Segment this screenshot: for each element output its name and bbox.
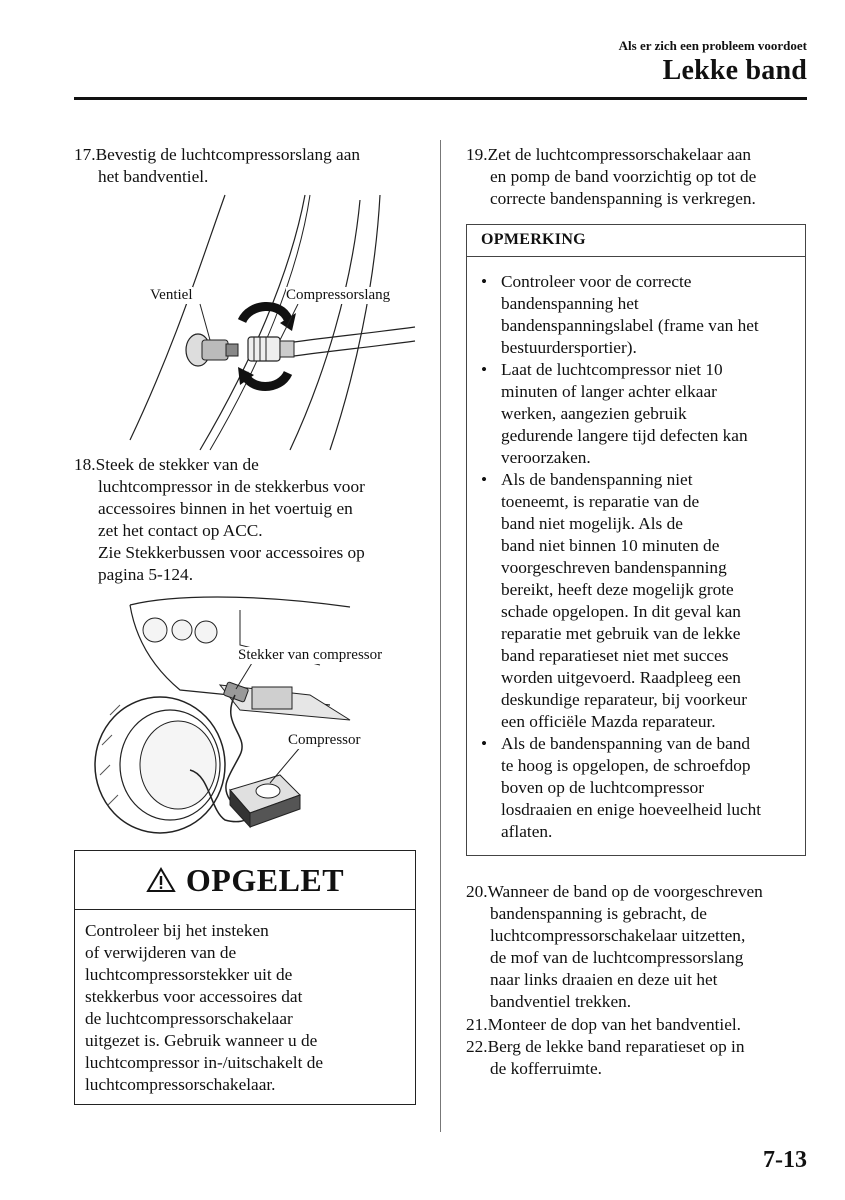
hose-label: Compressorslang — [286, 287, 391, 303]
step-17 — [74, 144, 414, 188]
note-line: worden uitgevoerd. Raadpleeg een — [501, 668, 741, 687]
caution-box — [74, 850, 416, 1105]
step-18 — [74, 454, 419, 586]
note-line: band niet binnen 10 minuten de — [501, 536, 720, 555]
step-text-line: Zet de luchtcompressorschakelaar aan — [487, 145, 752, 164]
note-line: aflaten. — [501, 822, 553, 841]
note-line: losdraaien en enige hoeveelheid lucht — [501, 800, 762, 819]
step-text-line: het bandventiel. — [98, 167, 209, 186]
step-text-line: Steek de stekker van de — [95, 455, 259, 474]
note-list — [467, 271, 805, 843]
step-20 — [466, 881, 811, 1013]
header-rule — [74, 97, 807, 100]
step-number: 22. — [466, 1037, 488, 1056]
note-line: boven op de luchtcompressor — [501, 778, 705, 797]
caution-header — [75, 851, 415, 910]
caution-line: luchtcompressorschakelaar. — [85, 1075, 276, 1094]
step-text-line: luchtcompressor in de stekkerbus voor — [98, 477, 365, 496]
column-divider — [440, 140, 441, 1132]
bullet-icon: • — [481, 272, 488, 291]
caution-line: de luchtcompressorschakelaar — [85, 1009, 293, 1028]
step-22 — [466, 1036, 811, 1080]
page-title: Lekke band — [662, 55, 807, 86]
caution-line: stekkerbus voor accessoires dat — [85, 987, 303, 1006]
note-line: band niet mogelijk. Als de — [501, 514, 683, 533]
compressor-label: Compressor — [288, 732, 361, 748]
valve-hose-drawing — [130, 195, 415, 450]
caution-line: luchtcompressorstekker uit de — [85, 965, 293, 984]
step-21 — [466, 1014, 811, 1036]
note-line: een officiële Mazda reparateur. — [501, 712, 716, 731]
caution-line: uitgezet is. Gebruik wanneer u de — [85, 1031, 318, 1050]
note-line: Als de bandenspanning niet — [501, 470, 693, 489]
note-line: toeneemt, is reparatie van de — [501, 492, 700, 511]
valve-hose-illustration — [130, 195, 415, 450]
step-text-line: Berg de lekke band reparatieset op in — [487, 1037, 745, 1056]
step-text-line: bandventiel trekken. — [490, 992, 632, 1011]
step-number: 18. — [74, 455, 96, 474]
caution-line: luchtcompressor in-/uitschakelt de — [85, 1053, 324, 1072]
note-line: bandenspanningslabel (frame van het — [501, 316, 759, 335]
step-text-line: Monteer de dop van het bandventiel. — [487, 1015, 741, 1034]
compressor-illustration — [90, 595, 410, 835]
step-text-line: zet het contact op ACC. — [98, 521, 263, 540]
note-line: deskundige reparateur, bij voorkeur — [501, 690, 747, 709]
step-number: 20. — [466, 882, 488, 901]
note-line: werken, aangezien gebruik — [501, 404, 687, 423]
note-line: bereikt, heeft deze mogelijk grote — [501, 580, 734, 599]
step-number: 21. — [466, 1015, 488, 1034]
step-text-line: luchtcompressorschakelaar uitzetten, — [490, 926, 746, 945]
step-text-line: Zie Stekkerbussen voor accessoires op — [98, 543, 365, 562]
step-text-line: accessoires binnen in het voertuig en — [98, 499, 353, 518]
note-line: veroorzaken. — [501, 448, 591, 467]
note-item — [479, 469, 797, 733]
valve-label: Ventiel — [150, 287, 193, 303]
compressor-drawing — [90, 595, 410, 835]
note-line: bestuurdersportier). — [501, 338, 637, 357]
step-text-line: de mof van de luchtcompressorslang — [490, 948, 744, 967]
plug-label: Stekker van compressor — [238, 647, 383, 663]
bullet-icon: • — [481, 470, 488, 489]
step-text-line: naar links draaien en deze uit het — [490, 970, 718, 989]
bullet-icon: • — [481, 734, 488, 753]
note-line: Controleer voor de correcte — [501, 272, 692, 291]
note-line: schade opgelopen. In dit geval kan — [501, 602, 741, 621]
page-number: 7-13 — [763, 1147, 807, 1173]
step-19 — [466, 144, 811, 210]
section-label: Als er zich een probleem voordoet — [618, 38, 807, 53]
step-text-line: Wanneer de band op de voorgeschreven — [487, 882, 763, 901]
note-line: voorgeschreven bandenspanning — [501, 558, 727, 577]
step-text-line: en pomp de band voorzichtig op tot de — [490, 167, 757, 186]
step-number: 19. — [466, 145, 488, 164]
note-title: OPMERKING — [467, 225, 805, 257]
warning-triangle-icon — [146, 867, 176, 893]
note-line: te hoog is opgelopen, de schroefdop — [501, 756, 751, 775]
note-line: Als de bandenspanning van de band — [501, 734, 751, 753]
step-number: 17. — [74, 145, 96, 164]
caution-line: of verwijderen van de — [85, 943, 237, 962]
bullet-icon: • — [481, 360, 488, 379]
caution-line: Controleer bij het insteken — [85, 921, 269, 940]
step-text-line: de kofferruimte. — [490, 1059, 602, 1078]
caution-title: OPGELET — [185, 861, 345, 898]
step-text-line: correcte bandenspanning is verkregen. — [490, 189, 756, 208]
note-line: bandenspanning het — [501, 294, 639, 313]
step-text-line: bandenspanning is gebracht, de — [490, 904, 707, 923]
note-line: gedurende langere tijd defecten kan — [501, 426, 748, 445]
note-item — [479, 271, 797, 359]
note-line: reparatie met gebruik van de lekke — [501, 624, 741, 643]
caution-text — [75, 910, 415, 1096]
note-item — [479, 359, 797, 469]
note-line: Laat de luchtcompressor niet 10 — [501, 360, 723, 379]
note-line: band reparatieset niet met succes — [501, 646, 729, 665]
note-box — [466, 224, 806, 856]
step-text-line: pagina 5-124. — [98, 565, 194, 584]
step-text-line: Bevestig de luchtcompressorslang aan — [95, 145, 361, 164]
note-item — [479, 733, 797, 843]
note-line: minuten of langer achter elkaar — [501, 382, 717, 401]
